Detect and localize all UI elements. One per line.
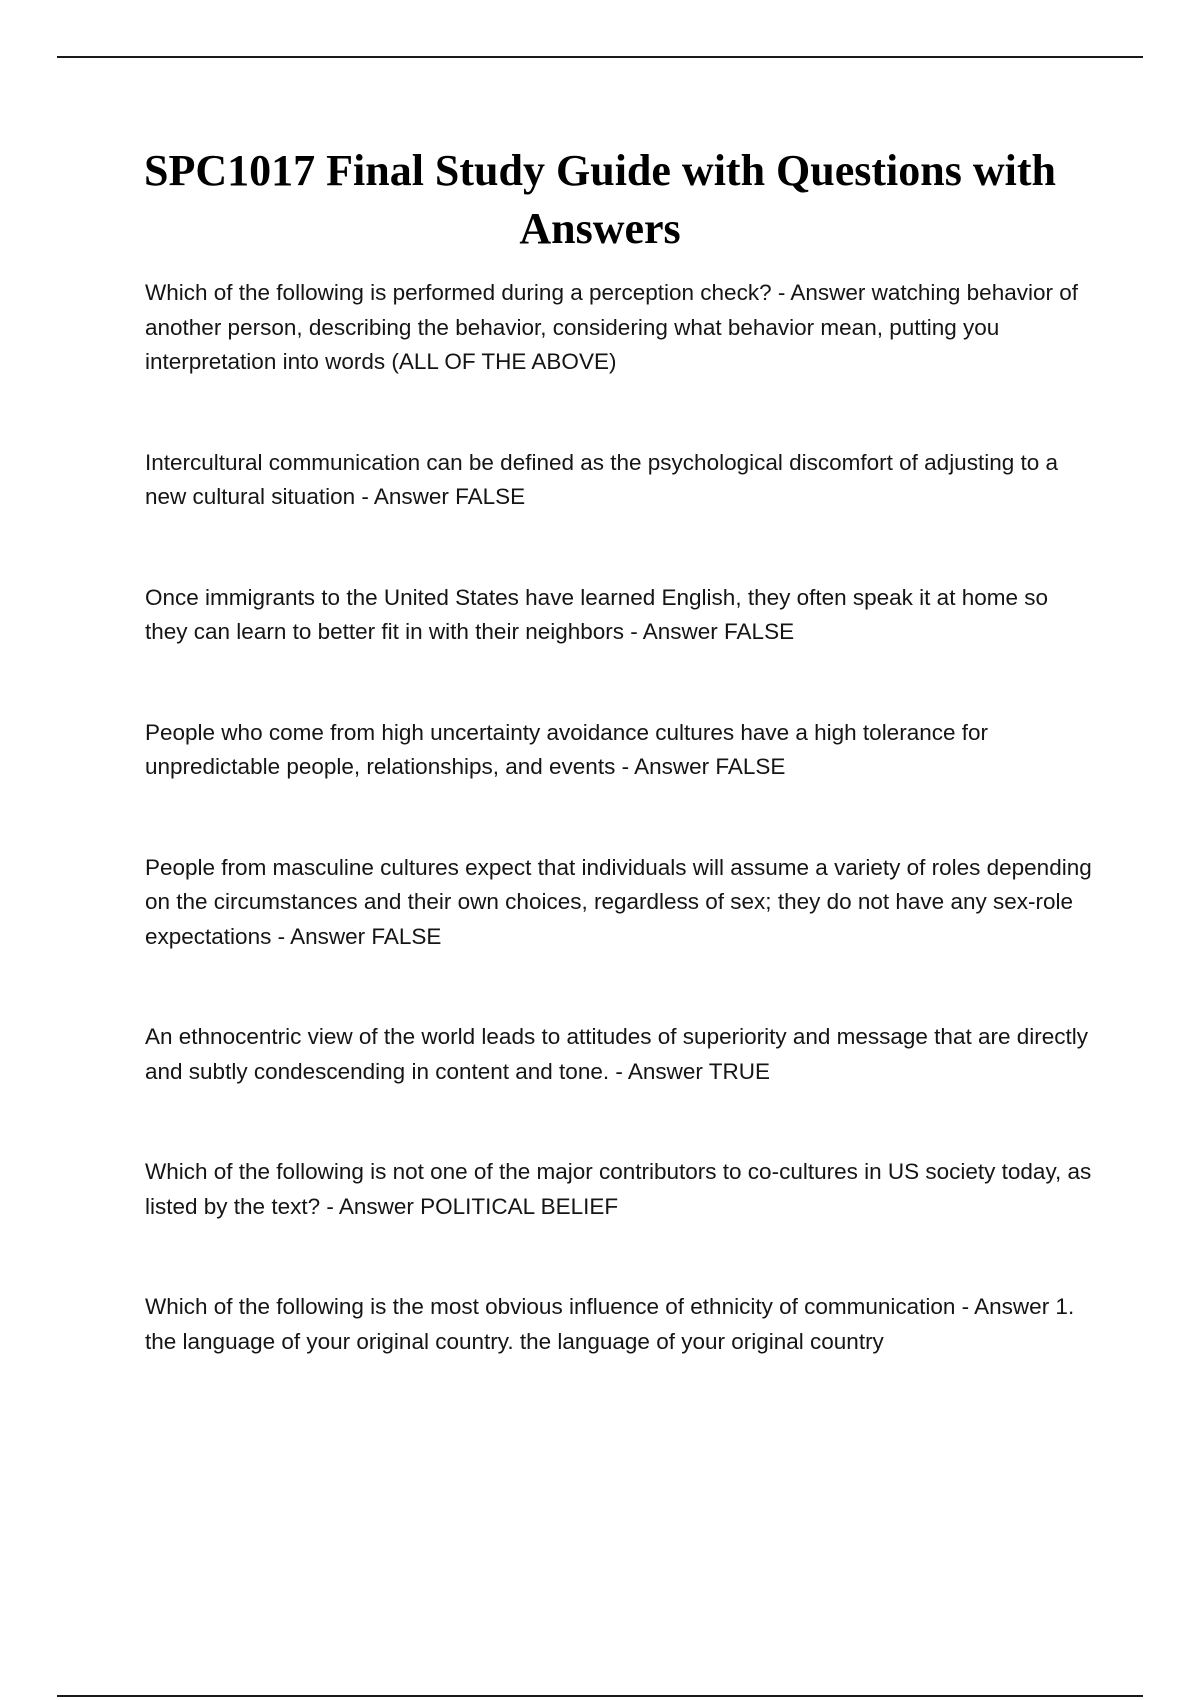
qa-item: Once immigrants to the United States have learned English, they often speak it at home so they can learn to better fit in with their neighbors - Answer FALSE [145, 584, 1048, 644]
qa-item: Which of the following is the most obvious influence of ethnicity of communication - Answer 1. the language of your original country. the language of your original country [145, 1294, 1075, 1354]
qa-item: Which of the following is performed during a perception check? - Answer watching behavior of another person, describing the behavior, considering what behavior mean, putting you interpretation into words (ALL OF THE ABOVE) [145, 280, 1078, 374]
qa-item: People who come from high uncertainty avoidance cultures have a high tolerance for unpredictable people, relationships, and events - Answer FALSE [145, 719, 988, 779]
qa-item: Intercultural communication can be defined as the psychological discomfort of adjusting to a new cultural situation - Answer FALSE [145, 449, 1059, 509]
qa-item: People from masculine cultures expect that individuals will assume a variety of roles depending on the circumstances and their own choices, regardless of sex; they do not have any sex-role expectations - Answer FALSE [145, 854, 1092, 949]
document-title: SPC1017 Final Study Guide with Questions with Answers [144, 146, 1056, 253]
qa-item: Which of the following is not one of the major contributors to co-cultures in US society today, as listed by the text? - Answer POLITICAL BELIEF [145, 1159, 1092, 1219]
qa-item: An ethnocentric view of the world leads to attitudes of superiority and message that are directly and subtly condescending in content and tone. - Answer TRUE [145, 1024, 1089, 1084]
qa-list [145, 276, 1095, 1425]
top-divider [57, 56, 1143, 58]
bottom-divider [57, 1695, 1143, 1697]
